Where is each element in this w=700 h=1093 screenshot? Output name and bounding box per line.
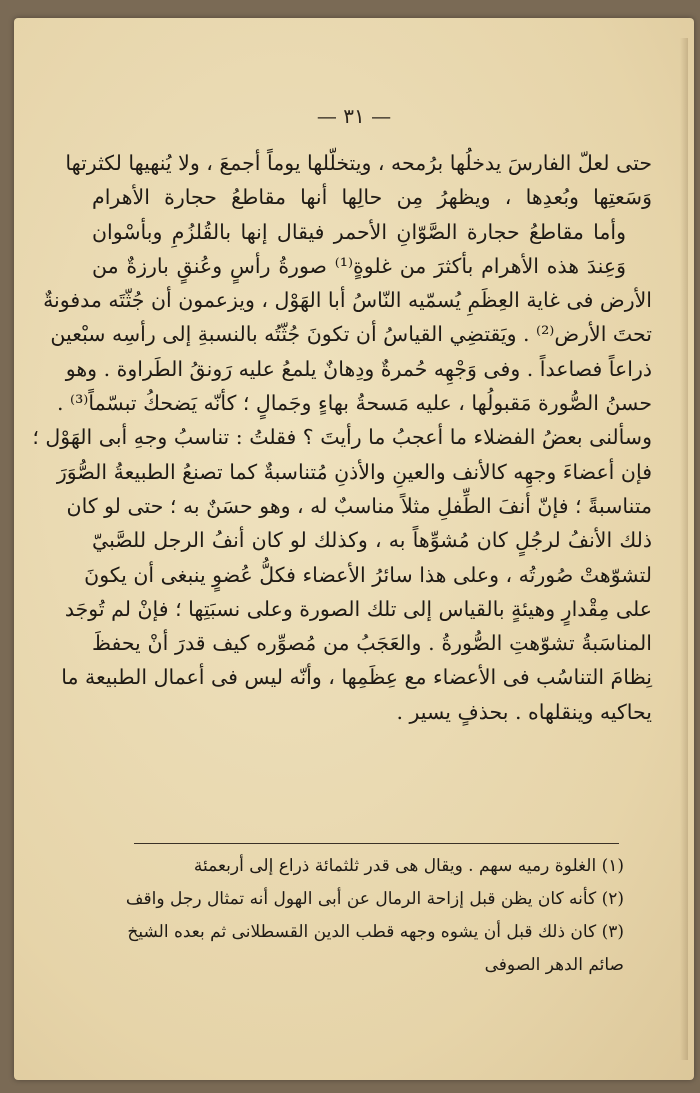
main-text (32, 146, 652, 729)
text-line: حسنُ الصُّورة مَقبولُها ، عليه مَسحةُ بهاءٍ وجَمالٍ ؛ كأنّه يَضحكُ تبسّماً⁽³⁾ . (57, 391, 652, 416)
footnotes (124, 850, 624, 982)
text-line: ذراعاً فصاعداً . وفى وَجْهِه حُمرةٌ ودِهانٌ يلمعُ عليه رَونقُ الطَراوة . وهو (65, 356, 652, 381)
text-line: المناسَبةُ تشوّهتِ الصُّورةُ . والعَجَبُ من مُصوِّره كيف قدرَ أنْ يحفظَ (92, 631, 652, 656)
text-line: وأما مقاطعُ حجارة الصَّوّانِ الأحمر فيقال إنها بالقُلزُمِ وبأسْوان (92, 219, 626, 244)
footnote-continuation: صائم الدهر الصوفى (484, 955, 624, 975)
text-line: على مِقْدارٍ وهيئةٍ بالقياس إلى تلك الصورة وعلى نسبَتِها ؛ فإنْ لم تُوجَد (64, 596, 652, 621)
book-page (14, 18, 694, 1080)
page-number: — ٣١ — (316, 104, 392, 128)
text-line: يحاكيه وينقلهاه . بحذفٍ يسير . (396, 699, 652, 724)
text-line: وسألنى بعضُ الفضلاء ما أعجبُ ما رأيتَ ؟ فقلتُ : تناسبُ وجهِ أبى الهَوْل ؛ (32, 425, 652, 450)
text-line: فإن أعضاءَ وجهِه كالأنف والعينِ والأذنِ مُتناسبةٌ كما تصنعُ الطبيعةُ الصُّوَرَ (56, 459, 652, 484)
text-line: تحتَ الأرض⁽²⁾ . ويَقتضِي القياسُ أن تكونَ جُثّتُه بالنسبةِ إلى رأسِه سبْعين (50, 322, 652, 347)
footnote: (١) الغلوة رميه سهم . ويقال هى قدر ثلثمائة ذراع إلى أربعمئة (193, 856, 624, 876)
text-line: وَسَعتِها وبُعدِها ، ويظهرُ مِن حالِها أنها مقاطعُ حجارة الأهرام (92, 185, 652, 210)
text-line: حتى لعلّ الفارسَ يدخلُها برُمحه ، ويتخلّلها يوماً أجمعَ ، ولا يُنهيها لكثرتها (65, 151, 652, 175)
footnote: (٢) كأنه كان يظن قبل إزاحة الرمال عن أبى الهول أنه تمثال رجل واقف (125, 889, 624, 909)
text-line: وَعِندَ هذه الأهرام بأكثرَ من غلوةٍ⁽¹⁾ صورةُ رأسٍ وعُنقٍ بارزةٌ من (92, 253, 626, 278)
text-line: متناسبةً ؛ فإنّ أنفَ الطِّفلِ مثلاً مناسبٌ له ، وهو حسَنٌ به ؛ حتى لو كان (66, 493, 652, 518)
text-line: نِظامَ التناسُب فى الأعضاء مع عِظَمِها ، وأنّه ليس فى أعمال الطبيعة ما (61, 665, 652, 690)
text-line: الأرض فى غاية العِظَمِ يُسمّيه النّاسُ أبا الهَوْل ، ويزعمون أن جُثّتَه مدفونةٌ (43, 288, 652, 313)
text-line: لتشوّهتْ صُورتُه ، وعلى هذا سائرُ الأعضاء فكلُّ عُضوٍ ينبغى أن يكونَ (84, 562, 652, 587)
text-line: ذلك الأنفُ لرجُلٍ كان مُشوِّهاً به ، وكذلك لو كان أنفُ الرجل للصَّبيّ (92, 528, 652, 553)
footnote: (٣) كان ذلك قبل أن يشوه وجهه قطب الدين القسطلانى ثم بعده الشيخ (127, 922, 624, 942)
footnote-divider (134, 843, 619, 844)
